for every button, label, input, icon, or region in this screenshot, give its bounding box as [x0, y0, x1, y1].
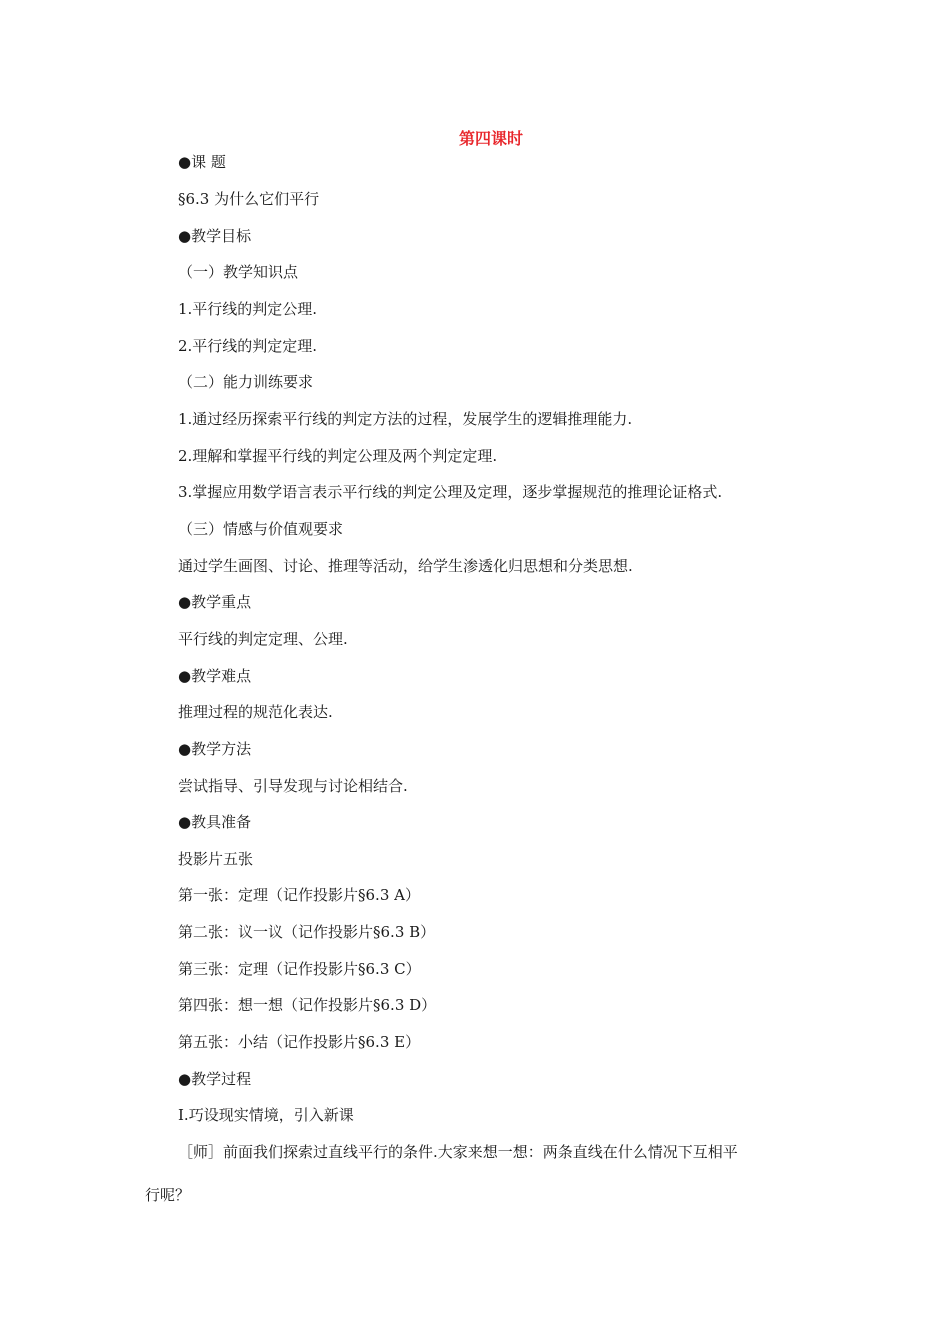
process-step-1: Ⅰ.巧设现实情境，引入新课 — [178, 1106, 354, 1124]
heading-materials: ●教具准备 — [178, 813, 252, 831]
subheading-knowledge: （一）教学知识点 — [178, 263, 299, 281]
slide-item-4: 第四张：想一想（记作投影片§6.3 D） — [178, 996, 437, 1014]
heading-objectives: ●教学目标 — [178, 227, 252, 245]
materials-text: 投影片五张 — [178, 850, 254, 868]
difficulties-text: 推理过程的规范化表达. — [178, 703, 333, 721]
values-text: 通过学生画图、讨论、推理等活动，给学生渗透化归思想和分类思想. — [178, 557, 633, 575]
ability-item-1: 1.通过经历探索平行线的判定方法的过程，发展学生的逻辑推理能力. — [178, 410, 633, 428]
heading-difficulties: ●教学难点 — [178, 667, 252, 685]
subheading-values: （三）情感与价值观要求 — [178, 520, 344, 538]
topic-text: §6.3 为什么它们平行 — [178, 190, 320, 208]
teacher-dialogue-continued: 行呢？ — [145, 1186, 191, 1204]
slide-item-5: 第五张：小结（记作投影片§6.3 E） — [178, 1033, 421, 1051]
ability-item-2: 2.理解和掌握平行线的判定公理及两个判定定理. — [178, 447, 498, 465]
lesson-title: 第四课时 — [458, 129, 523, 148]
subheading-ability: （二）能力训练要求 — [178, 373, 314, 391]
heading-process: ●教学过程 — [178, 1070, 252, 1088]
slide-item-1: 第一张：定理（记作投影片§6.3 A） — [178, 886, 420, 904]
slide-item-3: 第三张：定理（记作投影片§6.3 C） — [178, 960, 421, 978]
knowledge-item-1: 1.平行线的判定公理. — [178, 300, 318, 318]
knowledge-item-2: 2.平行线的判定定理. — [178, 337, 318, 355]
heading-key-points: ●教学重点 — [178, 593, 252, 611]
key-points-text: 平行线的判定定理、公理. — [178, 630, 348, 648]
heading-topic: ●课 题 — [178, 153, 226, 171]
heading-methods: ●教学方法 — [178, 740, 252, 758]
methods-text: 尝试指导、引导发现与讨论相结合. — [178, 777, 408, 795]
slide-item-2: 第二张：议一议（记作投影片§6.3 B） — [178, 923, 436, 941]
teacher-dialogue: ［师］前面我们探索过直线平行的条件.大家来想一想：两条直线在什么情况下互相平 — [178, 1143, 738, 1161]
ability-item-3: 3.掌握应用数学语言表示平行线的判定公理及定理，逐步掌握规范的推理论证格式. — [178, 483, 723, 501]
